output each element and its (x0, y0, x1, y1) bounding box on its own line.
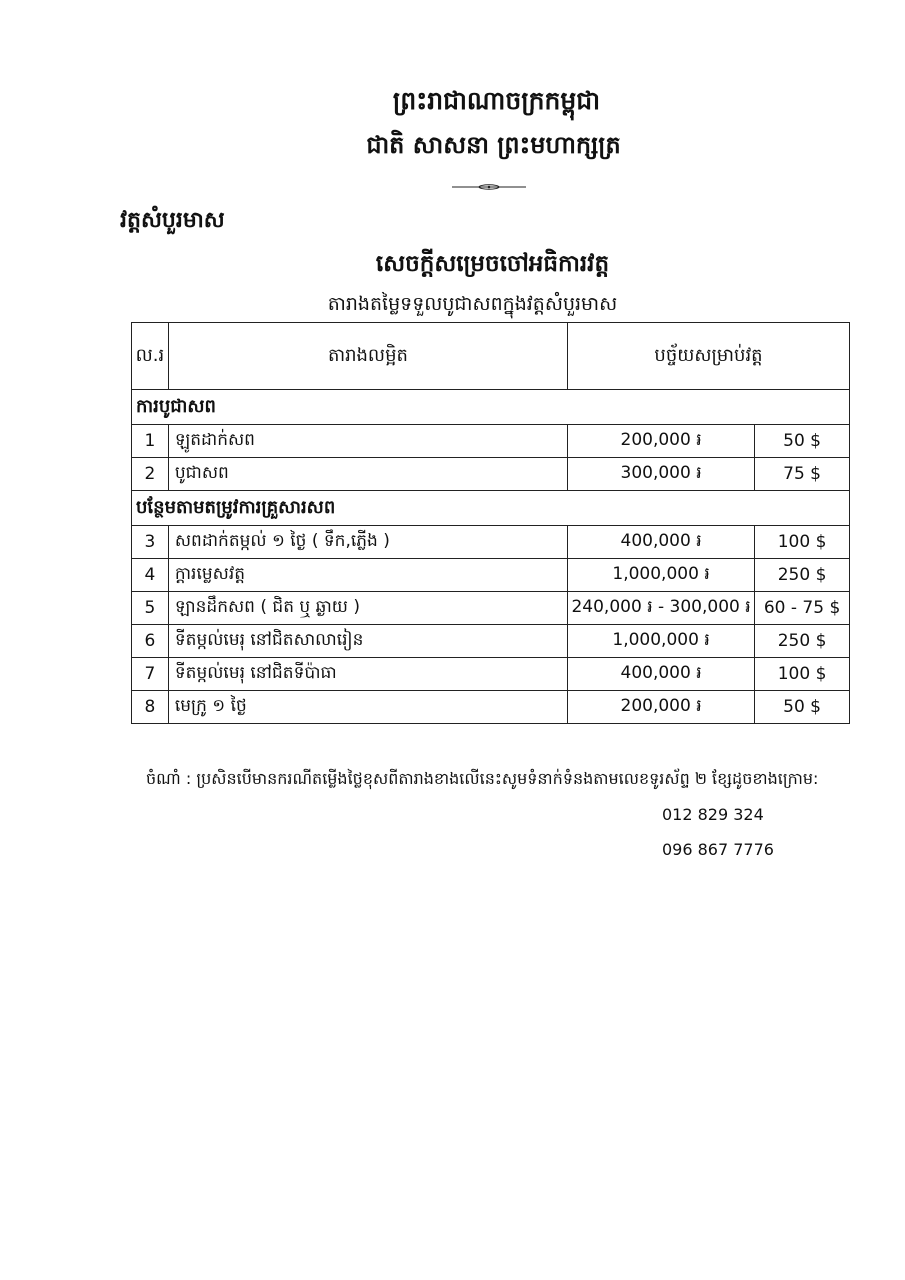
table-header-row (132, 323, 850, 390)
table-row (132, 691, 850, 724)
header-item: តារាងលម្អិត (168, 323, 567, 390)
row-item: ទីតម្កល់មេរុ នៅជិតទីប៉ាធា (168, 658, 567, 691)
row-number: 3 (132, 526, 169, 559)
row-item: បូជាសព (168, 458, 567, 491)
row-price-usd: 60 - 75 $ (755, 592, 850, 625)
row-price-riel: 1,000,000 ៛ (568, 625, 755, 658)
row-price-usd: 50 $ (755, 425, 850, 458)
row-number: 7 (132, 658, 169, 691)
row-item: សពដាក់តម្កល់ ១ ថ្ងៃ ( ទឹក,ភ្លើង ) (168, 526, 567, 559)
decorative-divider (452, 184, 526, 190)
table-row (132, 458, 850, 491)
table-row (132, 425, 850, 458)
row-price-riel: 400,000 ៛ (568, 658, 755, 691)
row-number: 2 (132, 458, 169, 491)
pagoda-name: វត្តសំបួរមាស (120, 208, 225, 233)
row-item: មេក្រូ ១ ថ្ងៃ (168, 691, 567, 724)
row-price-usd: 100 $ (755, 526, 850, 559)
row-price-riel: 200,000 ៛ (568, 691, 755, 724)
row-price-usd: 250 $ (755, 559, 850, 592)
contact-note: ចំណាំ : ប្រសិនបើមានករណីតម្លើងថ្លៃខុសពីតារាងខាងលើនេះសូមទំនាក់ទំនងតាមលេខទូរស័ព្ទ ២ ខ្សែដូចខាងក្រោម: (146, 769, 819, 788)
row-number: 6 (132, 625, 169, 658)
kingdom-heading: ព្រះរាជាណាចក្រកម្ពុជា (392, 86, 601, 115)
row-number: 8 (132, 691, 169, 724)
row-item: ឡូតដាក់សព (168, 425, 567, 458)
section-row (132, 491, 850, 526)
row-price-riel: 200,000 ៛ (568, 425, 755, 458)
row-price-riel: 400,000 ៛ (568, 526, 755, 559)
row-price-usd: 100 $ (755, 658, 850, 691)
document-title: សេចក្តីសម្រេចចៅអធិការវត្ត (375, 251, 610, 277)
row-item: ឡានដឹកសព ( ជិត ឬ ឆ្ងាយ ) (168, 592, 567, 625)
national-motto: ជាតិ សាសនា ព្រះមហាក្សត្រ (366, 131, 621, 159)
row-price-usd: 75 $ (755, 458, 850, 491)
row-price-riel: 300,000 ៛ (568, 458, 755, 491)
row-price-usd: 250 $ (755, 625, 850, 658)
section-title: ការបូជាសព (132, 390, 850, 425)
table-row (132, 625, 850, 658)
header-no: ល.រ (132, 323, 169, 390)
section-row (132, 390, 850, 425)
header-price: បច្ច័យសម្រាប់វត្ត (568, 323, 850, 390)
row-item: ទីតម្កល់មេរុ នៅជិតសាលារៀន (168, 625, 567, 658)
row-number: 1 (132, 425, 169, 458)
price-table (131, 322, 850, 724)
document-subtitle: តារាងតម្លៃទទួលបូជាសពក្នុងវត្តសំបួរមាស (327, 293, 618, 315)
row-price-riel: 1,000,000 ៛ (568, 559, 755, 592)
table-row (132, 592, 850, 625)
section-title: បន្ថែមតាមតម្រូវការគ្រួសារសព (132, 491, 850, 526)
row-item: ក្តារម្លេសវត្ត (168, 559, 567, 592)
table-row (132, 658, 850, 691)
row-price-riel: 240,000 ៛ - 300,000 ៛ (568, 592, 755, 625)
table-row (132, 559, 850, 592)
table-row (132, 526, 850, 559)
phone-number: 012 829 324 (662, 805, 764, 824)
row-number: 4 (132, 559, 169, 592)
row-number: 5 (132, 592, 169, 625)
row-price-usd: 50 $ (755, 691, 850, 724)
phone-number: 096 867 7776 (662, 840, 774, 859)
